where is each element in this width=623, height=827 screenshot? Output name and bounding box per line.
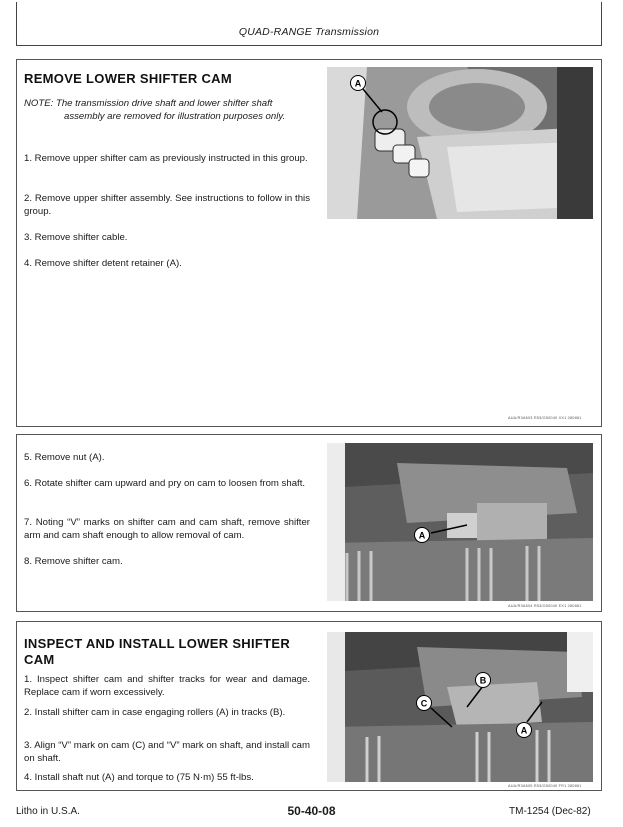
footer-tm-number: TM-1254 (Dec-82) <box>509 806 591 817</box>
step-6: 6. Rotate shifter cam upward and pry on cam to loosen from shaft. <box>24 478 306 489</box>
page-title: QUAD-RANGE Transmission <box>238 26 380 38</box>
photo-cam-install <box>327 632 593 782</box>
footer-litho: Litho in U.S.A. <box>16 806 80 817</box>
step-4: 4. Remove shifter detent retainer (A). <box>24 258 182 269</box>
step-5: 5. Remove nut (A). <box>24 452 105 463</box>
callout-A: A <box>354 78 362 89</box>
section-heading-remove: REMOVE LOWER SHIFTER CAM <box>24 71 232 86</box>
step-3: 3. Remove shifter cable. <box>24 232 128 243</box>
photo-shifter-cam-nut <box>327 443 593 601</box>
callout-C: C <box>420 698 428 709</box>
page-header <box>16 2 602 46</box>
photo-3-illustration <box>327 632 593 782</box>
step-1: 1. Remove upper shifter cam as previously instructed in this group. <box>24 153 308 164</box>
photo-caption-3: AUA/R3A605 R53/G50040 FR1 280881 <box>508 784 582 788</box>
note-line-1: NOTE: The transmission drive shaft and lower shifter shaft <box>24 98 273 109</box>
note-text <box>24 97 320 123</box>
step-2: 2. Remove upper shifter assembly. See instructions to follow in this group. <box>24 193 310 217</box>
callout-A: A <box>520 725 528 736</box>
photo-2-illustration <box>327 443 593 601</box>
step-8: 8. Remove shifter cam. <box>24 556 123 567</box>
photo-caption-2: AUA/R3A604 R53/G50040 EX1 280881 <box>508 604 582 608</box>
callout-B: B <box>479 675 487 686</box>
photo-1-illustration <box>327 67 593 219</box>
step-7: 7. Noting “V” marks on shifter cam and cam shaft, remove shifter arm and cam shaft enough to allow removal of cam. <box>24 517 310 541</box>
step-inspect-4: 4. Install shaft nut (A) and torque to (75 N·m) 55 ft-lbs. <box>24 772 254 783</box>
callout-A: A <box>418 530 426 541</box>
note-line-2: assembly are removed for illustration purposes only. <box>64 111 286 122</box>
step-inspect-3: 3. Align “V” mark on cam (C) and “V” mark on shaft, and install cam on shaft. <box>24 740 310 764</box>
photo-caption-1: AUA/R3A603 R53/G50040 XX1 280881 <box>508 416 582 420</box>
photo-shifter-detent-retainer <box>327 67 593 219</box>
step-inspect-1: 1. Inspect shifter cam and shifter tracks for wear and damage. Replace cam if worn excessively. <box>24 674 310 698</box>
page-number: 50-40-08 <box>287 804 336 818</box>
step-inspect-2: 2. Install shifter cam in case engaging rollers (A) in tracks (B). <box>24 707 286 718</box>
section-heading-inspect: INSPECT AND INSTALL LOWER SHIFTER CAM <box>24 636 291 667</box>
